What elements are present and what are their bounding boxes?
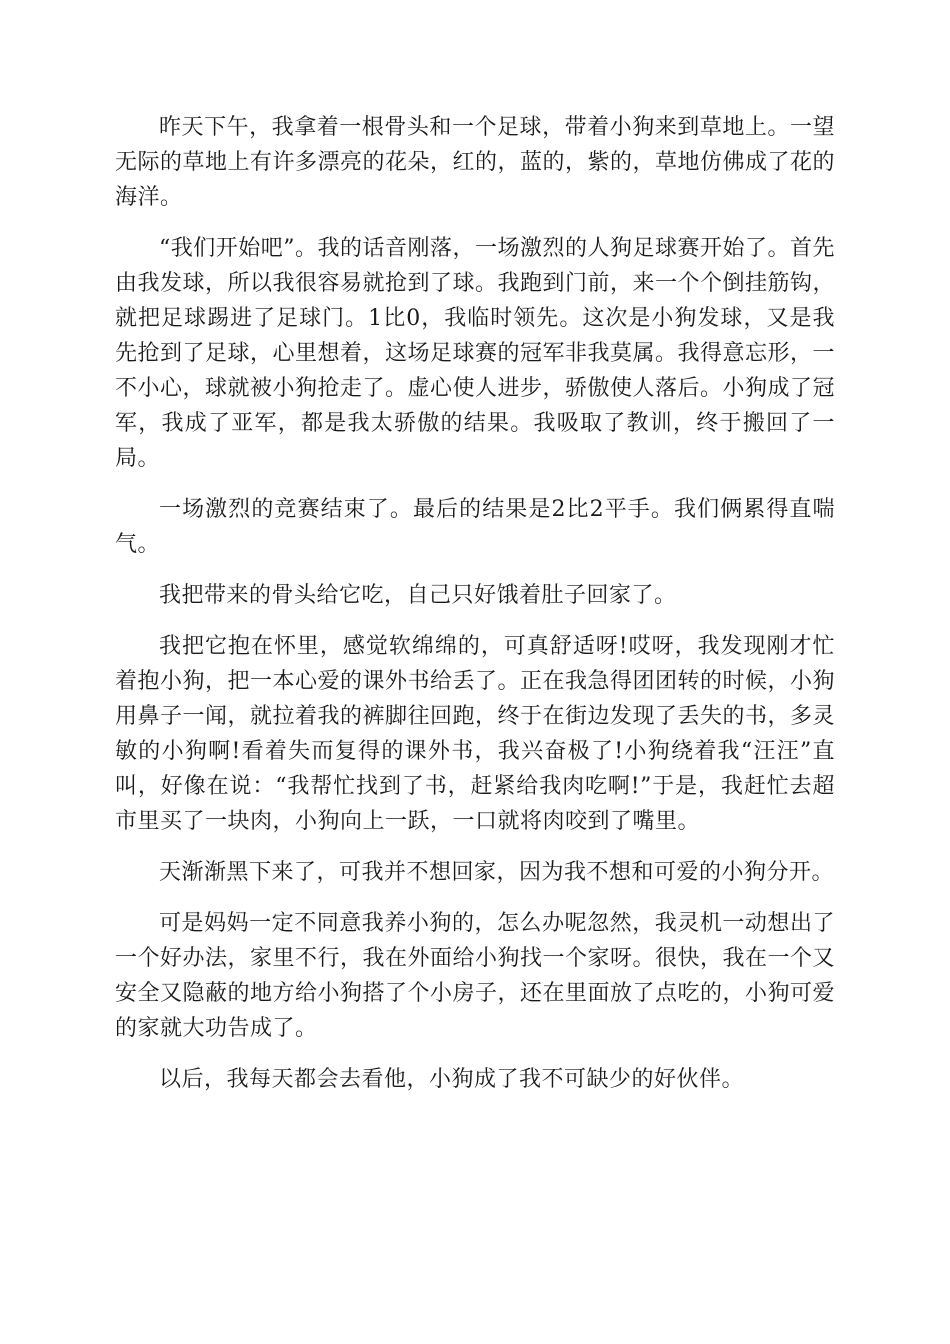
paragraph-5: 我把它抱在怀里，感觉软绵绵的，可真舒适呀!哎呀，我发现刚才忙着抱小狗，把一本心爱的课外书给丢了。正在我急得团团转的时候，小狗用鼻子一闻，就拉着我的裤脚往回跑，终于在街边发现了丢失的书，多灵敏的小狗啊!看着失而复得的课外书，我兴奋极了!小狗绕着我“汪汪”直叫，好像在说：“我帮忙找到了书，赶紧给我肉吃啊!”于是，我赶忙去超市里买了一块肉，小狗向上一跃，一口就将肉咬到了嘴里。 — [115, 634, 836, 834]
paragraph-2: “我们开始吧”。我的话音刚落，一场激烈的人狗足球赛开始了。首先由我发球，所以我很容易就抢到了球。我跑到门前，来一个个倒挂筋钩，就把足球踢进了足球门。1比0，我临时领先。这次是小狗发球，又是我先抢到了足球，心里想着，这场足球赛的冠军非我莫属。我得意忘形，一不小心，球就被小狗抢走了。虚心使人进步，骄傲使人落后。小狗成了冠军，我成了亚军，都是我太骄傲的结果。我吸取了教训，终于搬回了一局。 — [115, 236, 836, 471]
paragraph-6: 天渐渐黑下来了，可我并不想回家，因为我不想和可爱的小狗分开。 — [159, 860, 835, 885]
paragraph-3: 一场激烈的竞赛结束了。最后的结果是2比2平手。我们俩累得直喘气。 — [115, 497, 835, 557]
paragraph-7: 可是妈妈一定不同意我养小狗的，怎么办呢忽然，我灵机一动想出了一个好办法，家里不行，我在外面给小狗找一个家呀。很快，我在一个又安全又隐蔽的地方给小狗搭了个小房子，还在里面放了点吃的，小狗可爱的家就大功告成了。 — [115, 911, 836, 1041]
paragraph-1: 昨天下午，我拿着一根骨头和一个足球，带着小狗来到草地上。一望无际的草地上有许多漂亮的花朵，红的，蓝的，紫的，草地仿佛成了花的海洋。 — [115, 115, 836, 210]
document-body — [115, 110, 835, 1113]
paragraph-4: 我把带来的骨头给它吃，自己只好饿着肚子回家了。 — [159, 583, 677, 608]
paragraph-8: 以后，我每天都会去看他，小狗成了我不可缺少的好伙伴。 — [159, 1067, 745, 1092]
